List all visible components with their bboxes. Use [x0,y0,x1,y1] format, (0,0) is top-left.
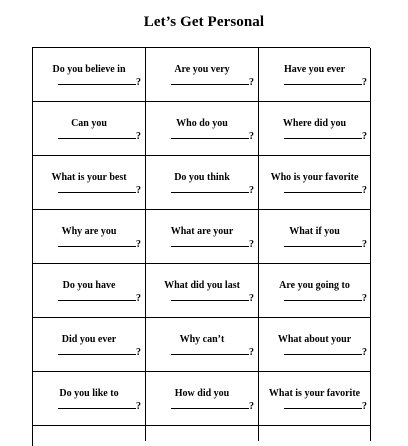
question-mark: ? [362,401,367,412]
question-prompt: Do you have [62,280,116,291]
page-title: Let’s Get Personal [143,14,265,30]
question-mark: ? [136,239,141,250]
answer-blank[interactable] [284,344,362,355]
question-prompt: Do you like to [59,388,119,399]
question-cell [259,372,371,426]
question-mark: ? [136,347,141,358]
empty-cell [33,426,146,441]
question-prompt: Who is your favorite [270,172,359,183]
answer-blank[interactable] [58,74,136,85]
question-cell [259,210,371,264]
question-mark: ? [249,401,254,412]
question-mark: ? [249,131,254,142]
question-cell [259,156,371,210]
question-cell [259,102,371,156]
question-mark: ? [362,293,367,304]
answer-blank[interactable] [171,290,249,301]
question-cell [33,156,146,210]
question-cell [259,264,371,318]
question-cell [33,48,146,102]
question-mark: ? [249,77,254,88]
question-prompt: What about your [277,334,352,345]
answer-blank[interactable] [58,128,136,139]
question-cell [33,372,146,426]
answer-blank[interactable] [58,398,136,409]
question-mark: ? [136,293,141,304]
answer-blank[interactable] [284,236,362,247]
question-prompt: Have you ever [283,64,346,75]
question-cell [146,156,259,210]
question-prompt: What if you [289,226,340,237]
question-mark: ? [136,185,141,196]
question-prompt: Where did you [282,118,347,129]
question-mark: ? [249,239,254,250]
question-prompt: Do you think [174,172,230,183]
question-mark: ? [249,185,254,196]
question-prompt: Why are you [61,226,117,237]
question-prompt: Who do you [176,118,228,129]
question-cell [146,210,259,264]
question-cell [33,102,146,156]
question-mark: ? [136,77,141,88]
question-prompt: What are your [170,226,234,237]
question-mark: ? [136,131,141,142]
question-cell [146,48,259,102]
question-mark: ? [249,347,254,358]
answer-blank[interactable] [171,74,249,85]
answer-blank[interactable] [284,398,362,409]
question-prompt: How did you [174,388,230,399]
question-cell [146,264,259,318]
answer-blank[interactable] [58,182,136,193]
question-cell [33,210,146,264]
question-cell [33,264,146,318]
question-prompt: Can you [71,118,107,129]
answer-blank[interactable] [58,236,136,247]
question-mark: ? [136,401,141,412]
question-cell [259,48,371,102]
answer-blank[interactable] [171,182,249,193]
question-prompt: Why can’t [179,334,225,345]
question-cell [259,318,371,372]
question-prompt: What did you last [164,280,240,291]
answer-blank[interactable] [171,344,249,355]
answer-blank[interactable] [58,290,136,301]
question-prompt: Are you going to [279,280,350,291]
question-mark: ? [249,293,254,304]
empty-cell [146,426,259,441]
question-mark: ? [362,185,367,196]
empty-cell [259,426,371,441]
question-prompt: Did you ever [61,334,117,345]
question-cell [146,102,259,156]
question-prompt: What is your favorite [268,388,361,399]
question-mark: ? [362,131,367,142]
answer-blank[interactable] [171,236,249,247]
answer-blank[interactable] [58,344,136,355]
answer-blank[interactable] [284,182,362,193]
answer-blank[interactable] [284,74,362,85]
question-cell [146,372,259,426]
answer-blank[interactable] [171,398,249,409]
question-grid [32,47,370,446]
question-prompt: What is your best [51,172,127,183]
answer-blank[interactable] [284,290,362,301]
answer-blank[interactable] [171,128,249,139]
question-prompt: Are you very [174,64,230,75]
question-mark: ? [362,77,367,88]
question-cell [33,318,146,372]
question-prompt: Do you believe in [52,64,126,75]
question-mark: ? [362,239,367,250]
question-mark: ? [362,347,367,358]
answer-blank[interactable] [284,128,362,139]
question-cell [146,318,259,372]
